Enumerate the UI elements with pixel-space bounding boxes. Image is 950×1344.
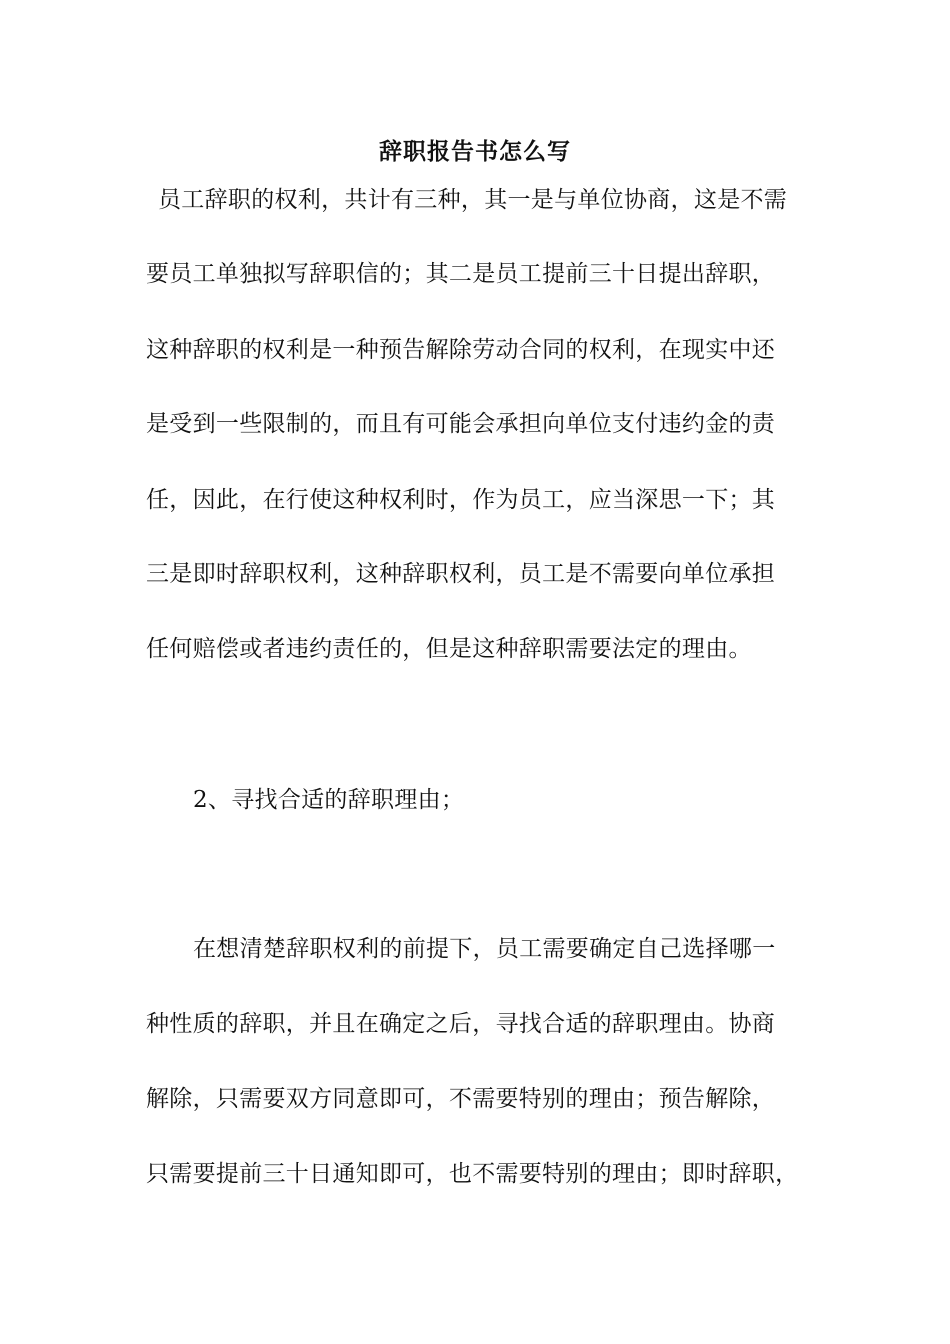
paragraph-line: 这种辞职的权利是一种预告解除劳动合同的权利，在现实中还 <box>146 337 776 363</box>
paragraph-line: 在想清楚辞职权利的前提下，员工需要确定自己选择哪一 <box>193 936 776 962</box>
paragraph-line: 只需要提前三十日通知即可，也不需要特别的理由；即时辞职， <box>146 1161 799 1187</box>
paragraph-line: 是受到一些限制的，而且有可能会承担向单位支付违约金的责 <box>146 411 776 437</box>
paragraph-line: 种性质的辞职，并且在确定之后，寻找合适的辞职理由。协商 <box>146 1011 776 1037</box>
paragraph-line: 三是即时辞职权利，这种辞职权利，员工是不需要向单位承担 <box>146 561 776 587</box>
document-title: 辞职报告书怎么写 <box>379 138 571 165</box>
paragraph-line: 解除，只需要双方同意即可，不需要特别的理由；预告解除， <box>146 1086 776 1112</box>
paragraph-line: 任，因此，在行使这种权利时，作为员工，应当深思一下；其 <box>146 487 776 513</box>
section-heading: 2、寻找合适的辞职理由； <box>193 787 465 813</box>
paragraph-line: 要员工单独拟写辞职信的；其二是员工提前三十日提出辞职， <box>146 261 776 287</box>
paragraph-line: 任何赔偿或者违约责任的，但是这种辞职需要法定的理由。 <box>146 636 752 662</box>
paragraph-line: 员工辞职的权利，共计有三种，其一是与单位协商，这是不需 <box>158 187 788 213</box>
